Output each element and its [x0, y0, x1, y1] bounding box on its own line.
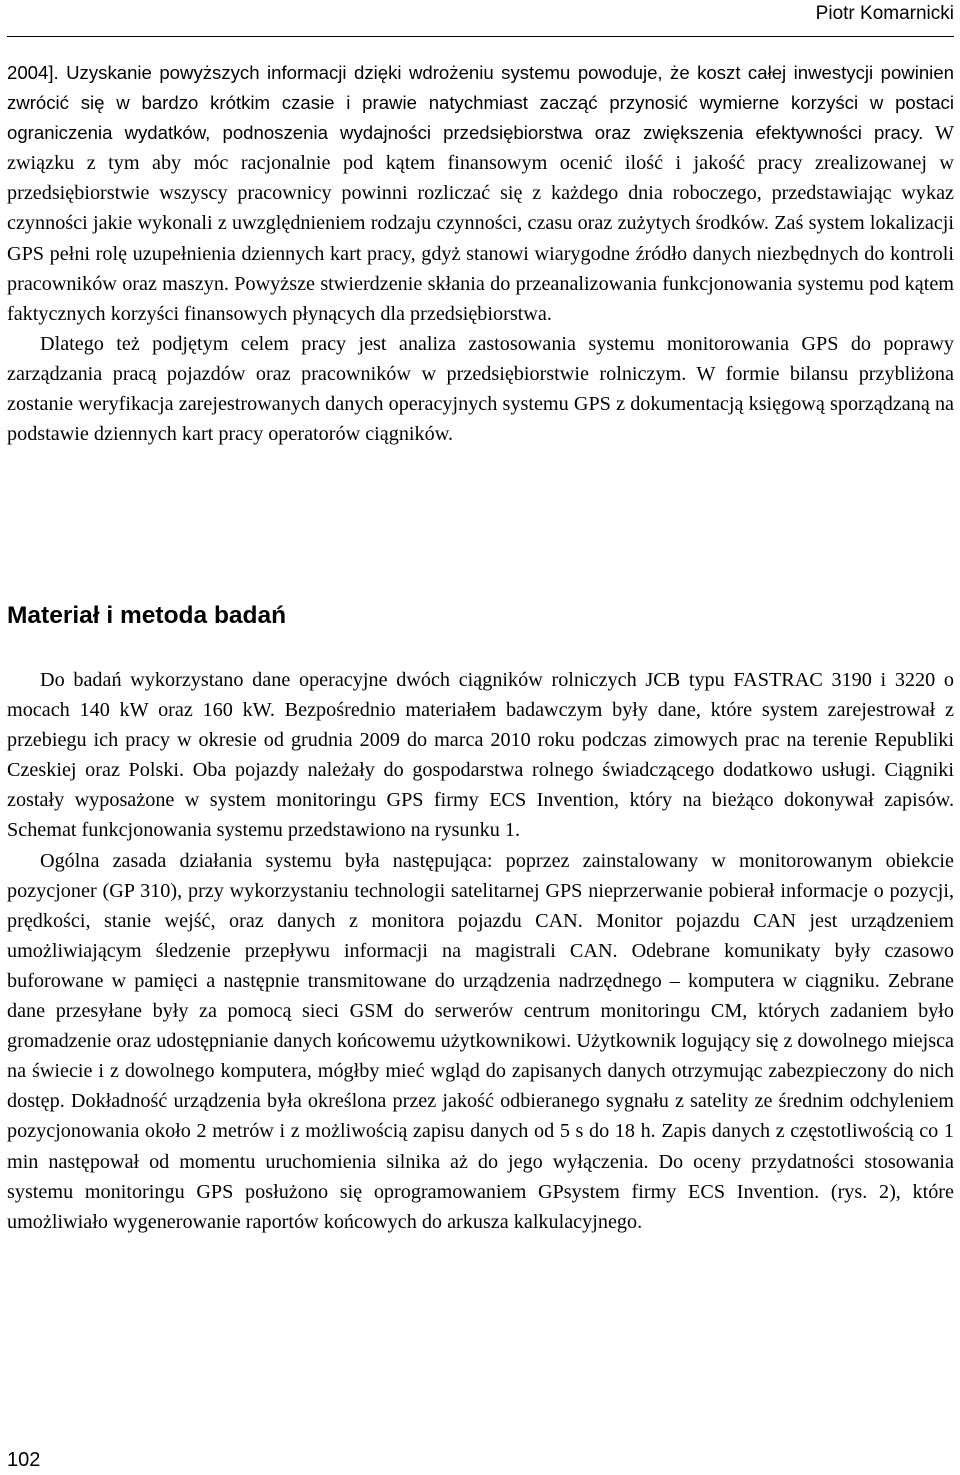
section-text-block [7, 665, 954, 1237]
section-paragraph-1: Do badań wykorzystano dane operacyjne dwóch ciągników rolniczych JCB typu FASTRAC 3190 i 3220 o mocach 140 kW oraz 160 kW. Bezpośrednio materiałem badawczym były dane, które system zarejestrował z przebiegu ich pracy w okresie od grudnia 2009 do marca 2010 roku podczas zimowych prac na terenie Republiki Czeskiej oraz Polski. Oba pojazdy należały do gospodarstwa rolnego świadczącego dodatkowo usługi. Ciągniki zostały wyposażone w system monitoringu GPS firmy ECS Invention, który na bieżąco dokonywał zapisów. Schemat funkcjonowania systemu przedstawiono na rysunku 1. [7, 669, 954, 842]
intro-paragraph-1-sans-part: 2004]. Uzyskanie powyższych informacji dzięki wdrożeniu systemu powoduje, że koszt całej inwestycji powinien zwrócić się w bardzo krótkim czasie i prawie natychmiast zacząć przynosić wymierne korzyści w postaci ograniczenia wydatków, podnoszenia wydajności przedsiębiorstwa oraz zwiększenia efektywności pracy. [7, 62, 954, 144]
section-heading: Materiał i metoda badań [7, 602, 287, 629]
section-paragraph-2: Ogólna zasada działania systemu była następująca: poprzez zainstalowany w monitorowanym obiekcie pozycjoner (GP 310), przy wykorzystaniu technologii satelitarnej GPS nieprzerwanie pobierał informacje o pozycji, prędkości, stanie wejść, oraz danych z monitora pojazdu CAN. Monitor pojazdu CAN jest urządzeniem umożliwiającym śledzenie przepływu informacji na magistrali CAN. Odebrane komunikaty były czasowo buforowane w pamięci a następnie transmitowane do urządzenia nadrzędnego – komputera w ciągniku. Zebrane dane przesyłane były za pomocą sieci GSM do serwerów centrum monitoringu CM, których zadaniem było gromadzenie oraz udostępnianie danych końcowemu użytkownikowi. Użytkownik logujący się z dowolnego miejsca na świecie i z dowolnego komputera, mógłby mieć wgląd do zapisanych danych otrzymując zabezpieczony do nich dostęp. Dokładność urządzenia była określona przez jakość odbieranego sygnału z satelity ze średnim odchyleniem pozycjonowania około 2 metrów i z możliwością zapisu danych od 5 s do 18 h. Zapis danych z częstotliwością co 1 min następował od momentu uruchomienia silnika aż do jego wyłączenia. Do oceny przydatności stosowania systemu monitoringu GPS posłużono się oprogramowaniem GPsystem firmy ECS Invention. (rys. 2), które umożliwiało wygenerowanie raportów końcowych do arkusza kalkulacyjnego. [7, 849, 954, 1233]
intro-paragraph-2: Dlatego też podjętym celem pracy jest analiza zastosowania systemu monitorowania GPS do poprawy zarządzania pracą pojazdów oraz pracowników w przedsiębiorstwie rolniczym. W formie bilansu przybliżona zostanie weryfikacja zarejestrowanych danych operacyjnych systemu GPS z dokumentacją księgową sporządzaną na podstawie dziennych kart pracy operatorów ciągników. [7, 332, 954, 446]
header-divider [7, 36, 954, 37]
intro-paragraph-1 [7, 58, 954, 329]
intro-text-block [7, 58, 954, 449]
running-header-author: Piotr Komarnicki [815, 3, 954, 24]
page-number: 102 [7, 1449, 41, 1471]
intro-paragraph-1-serif-part: W związku z tym aby móc racjonalnie pod kątem finansowym ocenić ilość i jakość pracy zrealizowanej w przedsiębiorstwie wszyscy pracownicy powinni rozliczać się z każdego dnia roboczego, przedstawiając wykaz czynności jakie wykonali z uwzględnieniem rodzaju czynności, czasu oraz zużytych środków. Zaś system lokalizacji GPS pełni rolę uzupełnienia dziennych kart pracy, gdyż stanowi wiarygodne źródło danych niezbędnych do kontroli pracowników oraz maszyn. Powyższe stwierdzenie skłania do przeanalizowania funkcjonowania systemu pod kątem faktycznych korzyści finansowych płynących dla przedsiębiorstwa. [7, 122, 954, 325]
